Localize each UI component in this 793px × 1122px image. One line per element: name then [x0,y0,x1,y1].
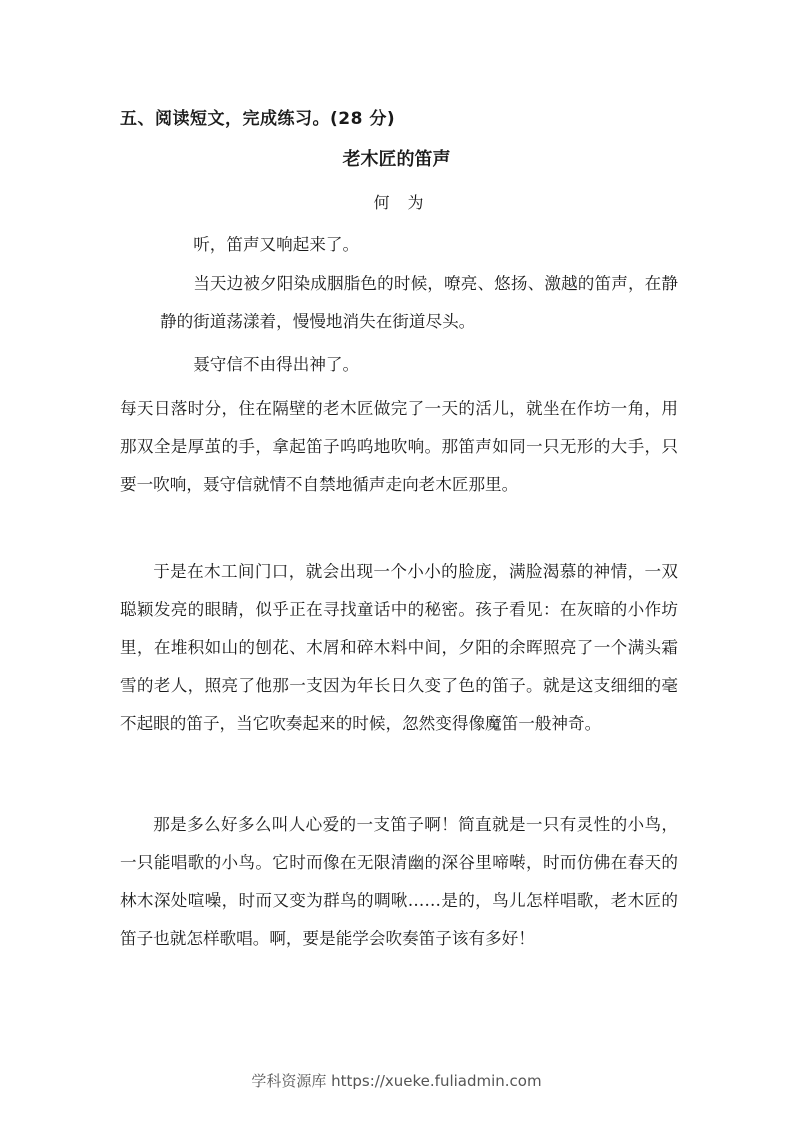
paragraph-5: 于是在木工间门口，就会出现一个小小的脸庞，满脸渴慕的神情，一双聪颖发亮的眼睛，似乎正在寻找童话中的秘密。孩子看见：在灰暗的小作坊里，在堆积如山的刨花、木屑和碎木料中间，夕阳的余晖照亮了一个满头霜雪的老人，照亮了他那一支因为年长日久变了色的笛子。就是这支细细的毫不起眼的笛子，当它吹奏起来的时候，忽然变得像魔笛一般神奇。 [120,562,678,733]
article-author: 何为 [373,193,442,212]
paragraph-2: 当天边被夕阳染成胭脂色的时候，嘹亮、悠扬、激越的笛声，在静静的街道荡漾着，慢慢地消失在街道尽头。 [160,274,678,331]
article-title: 老木匠的笛声 [342,149,451,170]
section-heading: 五、阅读短文，完成练习。(28 分) [120,109,396,129]
footer-watermark: 学科资源库 https://xueke.fuliadmin.com [251,1072,542,1090]
paragraph-1: 听，笛声又响起来了。 [193,235,360,254]
paragraph-3: 聂守信不由得出神了。 [193,355,360,374]
paragraph-6: 那是多么好多么叫人心爱的一支笛子啊！简直就是一只有灵性的小鸟，一只能唱歌的小鸟。它时而像在无限清幽的深谷里啼啭，时而仿佛在春天的林木深处喧噪，时而又变为群鸟的啁啾……是的，鸟儿怎样唱歌，老木匠的笛子也就怎样歌唱。啊，要是能学会吹奏笛子该有多好！ [120,815,678,948]
paragraph-4: 每天日落时分，住在隔壁的老木匠做完了一天的活儿，就坐在作坊一角，用那双全是厚茧的手，拿起笛子呜呜地吹响。那笛声如同一只无形的大手，只要一吹响，聂守信就情不自禁地循声走向老木匠那里。 [120,399,678,494]
